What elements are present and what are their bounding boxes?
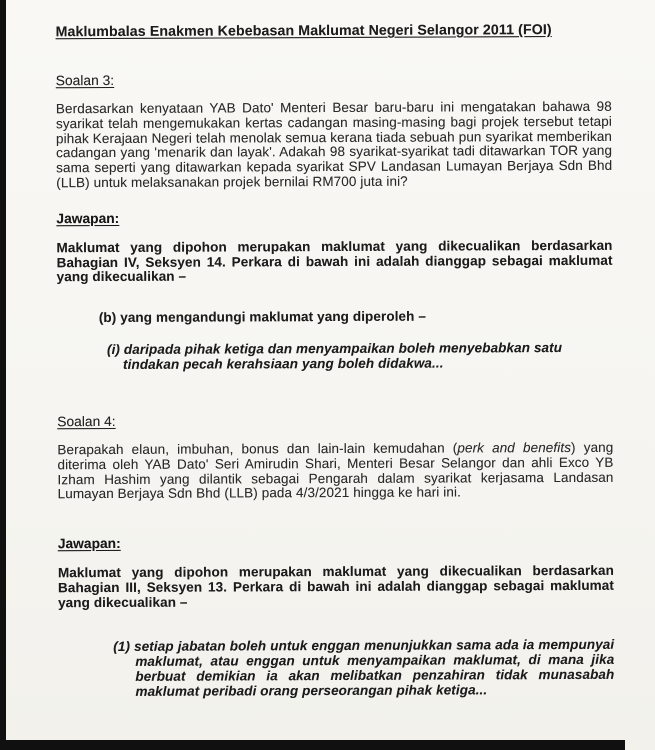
jawapan-3-body: Maklumat yang dipohon merupakan maklumat yang dikecualikan berdasarkan Bahagian IV, Seksyen 14. Perkara di bawah ini adalah dianggap sebagai maklumat yang dikecualikan – [56,237,613,285]
document-content [56,21,615,699]
soalan-3-heading: Soalan 3: [55,72,115,89]
soalan-3-body: Berdasarkan kenyataan YAB Dato' Menteri Besar baru-baru ini mengatakan bahawa 98 syarikat telah mengemukakan kertas cadangan masing-masing bagi projek tersebut tetapi pihak Kerajaan Negeri telah menolak semua kerana tiada sebuah pun syarikat memberikan cadangan yang 'menarik dan layak'. Adakah 98 syarikat-syarikat tadi ditawarkan TOR yang sama seperti yang ditawarkan kepada syarikat SPV Landasan Lumayan Berjaya Sdn Bhd (LLB) untuk melaksanakan projek bernilai RM700 juta ini? [55,98,613,191]
document-title: Maklumbalas Enakmen Kebebasan Maklumat Negeri Selangor 2011 (FOI) [55,22,552,41]
jawapan-3-heading: Jawapan: [56,210,120,226]
soalan-4-body-part2: ) yang diterima oleh YAB Dato' Seri Amirudin Shari, Menteri Besar Selangor dan ahli Exco YB Izham Hashim yang dilantik sebagai Pengarah dalam syarikat kerjasama Landasan Lumayan Berjaya Sdn Bhd (LLB) pada 4/3/2021 hingga ke hari ini. [57,439,614,502]
soalan-4-body-italic: perk and benefits [457,439,572,456]
jawapan-4-body: Maklumat yang dipohon merupakan maklumat yang dikecualikan berdasarkan Bahagian III, Seksyen 13. Perkara di bawah ini adalah dianggap sebagai maklumat yang dikecualikan – [57,562,615,610]
soalan-4-body-part1: Berapakah elaun, imbuhan, bonus dan lain-lain kemudahan ( [57,440,458,458]
jawapan-4-clause-1: (1) setiap jabatan boleh untuk enggan menunjukkan sama ada ia mempunyai maklumat, atau enggan untuk menyampaikan maklumat, di mana jika berbuat demikian ia akan melibatkan penzahiran tidak munasabah maklumat peribadi orang perseorangan pihak ketiga... [113,636,615,699]
scan-edge-left [0,0,6,750]
jawapan-4-heading: Jawapan: [57,536,121,552]
soalan-4-heading: Soalan 4: [57,413,116,430]
scan-edge-bottom [0,740,625,750]
soalan-4-body [57,441,613,503]
jawapan-3-clause-i: (i) daripada pihak ketiga dan menyampaikan boleh menyebabkan satu tindakan pecah kerahsiaan yang boleh didakwa... [106,339,563,372]
jawapan-3-clause-b: (b) yang mengandungi maklumat yang diperoleh – [98,308,427,326]
